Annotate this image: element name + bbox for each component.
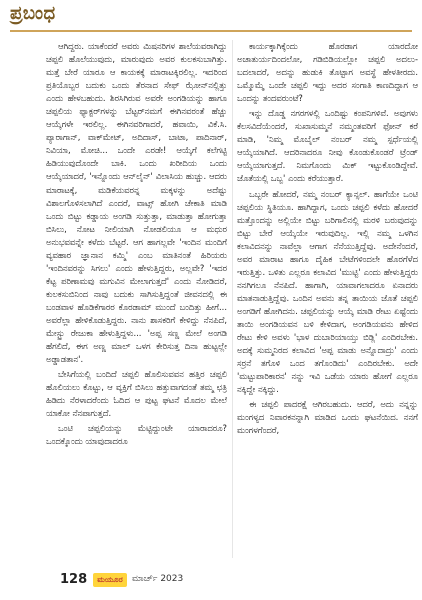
column-divider xyxy=(232,40,233,558)
header-divider xyxy=(10,30,412,32)
paragraph: ಆಗಿದ್ದರು. ಯಾಕೆಂದರೆ ಅವರು ಮಿಷನರಿಗಳ ಶಾಲೆಯವರಾಗಿದ್ದು ಚಪ್ಪಲಿ ಹೊಲೆಯುವುದು, ಮಾರುವುದು ಅವರ ಕುಲಕಸುಬಾಗಿತ್ತು. ಮತ್ತೆ ಬೇರೆ ಯಾರೂ ಆ ಕಾಯಕಕ್ಕೆ ಮಾರಾಟಕ್ಕಿರಲಿಲ್ಲ. ಇದರಿಂದ ಪ್ರತಿಯೊಬ್ಬರ ಬದುಕು ಒಂದು ತೆರನಾದ ಸೇಫ್ ಝೋನ್‌ನಲ್ಲಿತ್ತು ಎಂದು ಹೇಳಬಹುದು. ಶಿರಸಿಗಿರುವ ಅವರೇ ಅಂಗಡಿಯನ್ನು ಹಾಗೂ ಚಪ್ಪಲಿಯ ಫ್ಯಾಕ್ಟರ್‌ಗಳನ್ನು ಬೆಟ್ಟರ್‌ನಮಗೆ ಈಗಿನವರಂತೆ ಹೆಚ್ಚು ಆಯ್ಕೆಗಳೇ ಇರಲಿಲ್ಲ. ಈಗಿನವರಿಗಾದರೆ, ಹವಾಯಿ, ವಿಕೆ.ಸಿ. ಪ್ಯಾರಾಗಾನ್, ವಾಕ್‌ಮೇಟ್, ಅದಿದಾಸ್, ಬಾಟಾ, ಪಾದಿನಾರ್, ನಿವಿಯಾ, ಮೋಚಿ... ಒಂದೇ ಎರಡೇ! ಆಯ್ಕೆಗೆ ಕಲೆಗಟ್ಟಿ ಹಿಡಿಯುವುದೊಂದೇ ಬಾಕಿ. ಒಂದು ಖರೀದಿಯ ಒಂದು ಆಯ್ಕೆಯಾದರೆ, 'ಇನ್ನೊಂದು ಆನ್‌ಲೈನ್' ವಿಲಾಸಿಯ ಹುಚ್ಚು. ಆದರು ಮಾರಾಟಕ್ಕೆ, ಮಡಿಕೆಯವರನ್ನ ಮಕ್ಕಳನ್ನು ಅದೆಷ್ಟು ವಿಶಾಲಗೊಳಿಸಲಾಗಿದೆ ಎಂದರೆ, ವಾಟ್ಸ್ ಹೋಗಿ ಚೇಕಾತಿ ಮಾಡಿ ಒಂದು ಬಿಟ್ಟು ಕಡ್ಡಾಯ ಅಂಗಡಿ ಸುತ್ತುತ್ತಾ, ಮಾಡುತ್ತಾ ಹೋಗುತ್ತಾ ಬಿಸಿಲು, ನೋಟ ನೀಲಿಯಾಗಿ ನೋಡಲಿಯೂ ಆ ಮಧುರ ಅನುಭವವನ್ನೇ ಕಳೆದು ಬೆಟ್ಟರೆ. ಆಗ ಹಾಗಲ್ಲವೇ 'ಇಂದಿನ ಮಂದಿಗೆ ವ್ಯವಹಾರ ಜ್ಞಾನಾನ ಕಮ್ಮಿ' ಎಂಬ ಮಾತಿನಂತೆ ಹಿರಿಯರು 'ಇಂದಿನವರನ್ನು ಸಿಗಲು' ಎಂದು ಹೇಳುತ್ತಿದ್ದರು, ಅಲ್ಲವೇ? 'ಇದರ ಕೆಟ್ಟ ಪರಿಣಾಮವು ಮಗುವಿನ ಮೇಲಾಗುತ್ತದೆ' ಎಂದು ನೋಡಿದರೆ, ಕುಲಕಸುಬಿನಿಂದ ನಾವು ಬದುಕು ಸಾಗಿಸುತ್ತಿದ್ದಂತೆ ಜೀವನದಲ್ಲಿ ಈ ಬಂಡವಾಳ ಹೊಡಿಕೆಗಾರರ ಕೊರಡಾಮ್ ಮುಂದೆ ಬಂದಿತ್ತು ಹೀಗೆ... ಅವರೆಲ್ಲಾ ಹೇಳಿಕೊಡುತ್ತಿದ್ದರು. ನಾನು ಶಾಸಕರಿಗೆ ಕೇಳಿದ್ದು ನೆನಪಿದೆ, ಮೇಸ್ಟ್ರು ರೇಜುಕಾ ಹೇಳುತ್ತಿದ್ದಳು... 'ಅಪ್ಪ ಸಣ್ಣ ಮೇಲೆ ಅಂಗಡಿ ಹೆಗಲಿದೆ, ಈಗ ಅಣ್ಣ ಮಾಲ್ ಒಳಗ ಕೇರಿಸುತ್ತ ದಿನಾ ಹುಟ್ಟಲ್ಲೇ ಅಡ್ಡಾಡತಾನ'. xyxy=(46,41,227,365)
paragraph: ಬೇಸಿಗೆಯಲ್ಲಿ ಬಂದಿದೆ ಚಪ್ಪಲಿ ಹೊಲಿಸುವವನ ಹತ್ತಿರ ಚಪ್ಪಲಿ ಹೊಲಿಯಲು ಕೊಟ್ಟು, ಆ ವ್ಯಕ್ತಿಗೆ ಬಿಸಿಲು ಹತ್ತುವಾಗದಂತೆ ತಮ್ಮ ಛತ್ರಿ ಹಿಡಿದು ನೆರಳಾದರೆಂದು ಓದಿದ ಆ ಪುಟ್ಟ ಘಟನೆ ಮೊದಲ ಮೇಲೆ ಯಾಕೋ ನೆನಪಾಗುತ್ತದೆ. xyxy=(46,369,227,419)
paragraph: ಇನ್ನು ದೊಡ್ಡ ನಗರಗಳಲ್ಲಿ ಒಂದಿಷ್ಟು ಕಂಪನಿಗಳಿವೆ. ಅವುಗಳು ಕೆಲಸವಿದೆಯೆಂದರೆ, ಸುಖಾಸುಮ್ಮನೆ ನಮ್ಮಂತವರಿಗೆ ಫೋನ್ ಕರೆ ಮಾಡಿ, 'ನಿಮ್ಮ ಮೊಬೈಲ್ ನಂಬರ್ ನಮ್ಮ ಸ್ಪರ್ಧೆಯಲ್ಲಿ ಆಯ್ಕೆಯಾಗಿದೆ. ಆದರಿನಾದರೂ ನೀವು ಕೊಂಡುಕೊಂಡರೆ ಟ್ರೆಂಡ್ ಆಯ್ಕೆಯಾಗುತ್ತದೆ. ನಿಮಗೊಂದು ಮಿಕ್ ಇಟ್ಟುಕೊಂಡಿದ್ದೇವೆ. ಜೊತೆಯಲ್ಲಿ ಒಬ್ಬ' ಎಂದು ಕರೆಯುತ್ತಾರೆ. xyxy=(237,108,418,184)
magazine-logo: ಮಯೂರ xyxy=(93,573,127,587)
paragraph: ಕಾರ್ಯಕ್ಕಾಗಿಕ್ಕೆಂದು ಹೊರಡಾಗ ಯಾರದೋ ಅಚಾತುರ್ಯದಿಂದಲೋ, ಗಡಿಬಿಡಿಯಲ್ಲೋ ಚಪ್ಪಲಿ ಅದಲು-ಬದಲಾದರೆ, ಅದನ್ನು ಹುಡುಕಿ ತೊಟ್ಟಾಗ ಅವಸ್ಥೆ ಹೇಳತೀರದು. ಒಮ್ಮೊಮ್ಮೆ ಒಂದೇ ಚಪ್ಪಲಿ ಇದ್ದು ಅದರ ಸಂಗಾತಿ ಕಾಣದಿದ್ದಾಗ ಆ ಒಂದನ್ನು ತಂದವರುಂಟೆ? xyxy=(237,41,418,104)
paragraph: ಒಂಟಿ ಚಪ್ಪಲಿಯನ್ನು ಮೆಟ್ಟಿದ್ದುಂಟೇ ಯಾರಾದರೂ? ಒಂದಕ್ಕೊಂದು ಯಾವುದಾದರೂ xyxy=(46,423,227,447)
paragraph: ಒಬ್ಬರೇ ಹೋದರೆ, ನಮ್ಮ ನಂಬರ್ ಕ್ಯಾನ್ಸಲ್. ಹಾಗೆಯೇ ಒಂಟಿ ಚಪ್ಪಲಿಯ ಸ್ಥಿತಿಯೂ. ಹಾಗಿದ್ದಾಗ, ಒಂದು ಚಪ್ಪಲಿ ಕಳೆದು ಹೋದರೆ ಮತ್ತೊಂದನ್ನು ಅಲ್ಲಿಯೇ ಬಿಟ್ಟು ಬರಿಗಾಲಿನಲ್ಲಿ ಮರಳಿ ಬರುವುದನ್ನು ಬಿಟ್ಟು ಬೇರೆ ಆಯ್ಕೆಯೇ ಇರುವುದಿಲ್ಲ. ಇಲ್ಲಿ ನಮ್ಮ ಒಳಗಿನ ಕಲಾವಿದನನ್ನು ನಾವೆಲ್ಲಾ ಆಗಾಗ ನೆನೆಯುತ್ತಿದ್ದೆವು. ಅದೇನೆಂದರೆ, ಅವರ ಮಾರಾಟ ಹಾಗೂ ದೈಹಿಕ ಬೇಟೆಗಳಿಂದಲೇ ಹೊರಗೆಳೆದ ಇರುತ್ತಿತ್ತು. ಒಳಿತು ಎಲ್ಲರೂ ಕಲಾವಿದ 'ಮುಟ್ಟಿ' ಎಂದು ಹೇಳುತ್ತಿದ್ದರು ನನಗಿಗಲೂ ನೆನಪಿದೆ. ಹಾಗಾಗಿ, ಯಾವಾಗಲಾದರೂ ಏನಾದರು ಮಾತನಾಡುತ್ತಿದ್ದೆವು. ಒಂದಿನ ಅವನು ತನ್ನ ತಾಯಿಯ ಜೊತೆ ಚಪ್ಪಲಿ ಅಂಗಡಿಗೆ ಹೋಗಿದನು. ಚಪ್ಪಲಿಯನ್ನು ಆಯ್ಕೆ ಮಾಡಿ ರೇಟು ಏಷ್ಟೆಂದು ತಾಯಿ ಅಂಗಡಿಯವನ ಬಳಿ ಕೇಳಿದಾಗ, ಅಂಗಡಿಯವನು ಹೇಳಿದ ರೇಟು ಕೇಳಿ ಅವಳು 'ಭಾಳ ದುಬಾರಿಯಾಯ್ತು ಬಿಡ್ಲಿ' ಎಂದಿರಬೇಕು. ಅದಕ್ಕೆ ಸುಮ್ಮನಿರದ ಕಲಾವಿದ 'ಅಪ್ಪ ಮಾಡು ಅನ್ನೊದಾದ್ರು' ಎಂದು ಸರ್ರನೆ ತಗೊಳಿ ಒಂದ ತಗೊಂಡಿದು' ಎಂದಿರಬೇಕು. ಅದೇ 'ಮಟ್ಟುಪಾರಿಕಾರನ' ನನ್ನು ಇವಿ ಒಡೆಯ ಯಾರು ಹೋಗೆ ಎಲ್ಲರೂ ನಕ್ಕಿದ್ದೇ ನಕ್ಕಿದ್ದು. xyxy=(237,188,418,395)
page-number: 128 xyxy=(60,572,88,587)
section-title: ಪ್ರಬಂಧ xyxy=(10,3,56,24)
article-column-right xyxy=(237,40,418,558)
issue-date: ಮಾರ್ಚ್ 2023 xyxy=(132,574,184,584)
article-column-left xyxy=(46,40,227,558)
page-header xyxy=(0,0,422,44)
page-footer xyxy=(0,566,422,600)
article-body xyxy=(46,40,418,558)
paragraph: ಈ ಚಪ್ಪಲಿ ಪಾದರಕ್ಷೆ ಆಗಿರಬಹುದು. ಆದರೆ, ಅದು ನನ್ನನ್ನು ಮಂಗಳ್ಯದ ನಿವಾರಕನನ್ನಾಗಿ ಮಾಡಿದ ಒಂದು ಘಟನೆಯಿದ. ನನಗೆ ಮಂಗಳಗೆಂದರೆ, xyxy=(237,399,418,436)
